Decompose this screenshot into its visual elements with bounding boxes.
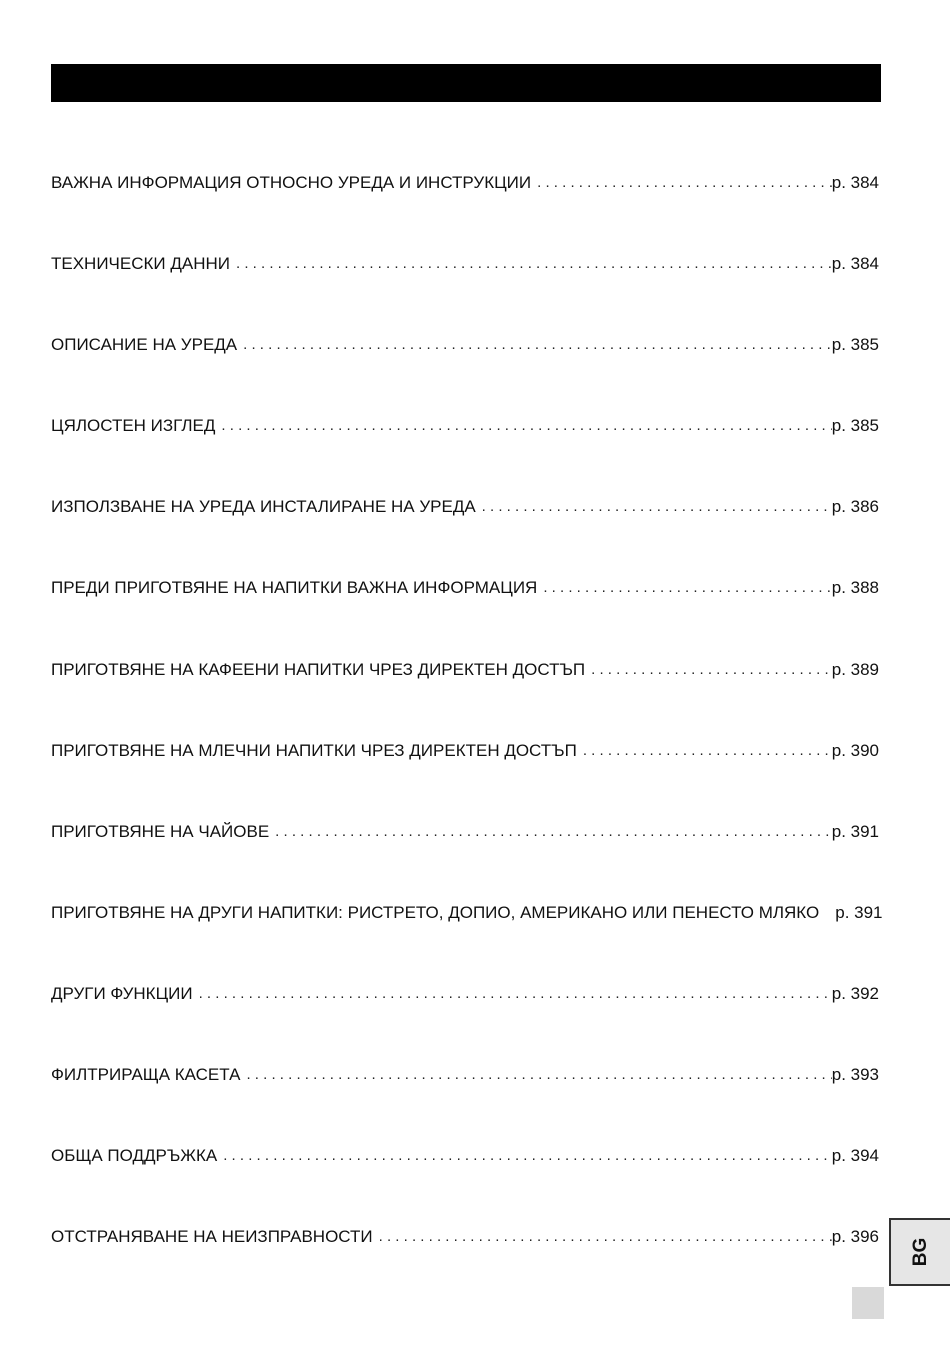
toc-entry-title: ПРИГОТВЯНЕ НА ЧАЙОВЕ (51, 821, 270, 841)
toc-entry-page: p. 385 (831, 335, 879, 355)
toc-entry[interactable] (51, 245, 879, 326)
toc-entry[interactable] (51, 164, 879, 245)
toc-entry[interactable] (51, 732, 879, 813)
toc-entry[interactable] (51, 813, 879, 894)
toc-leader-dots (221, 407, 831, 445)
toc-entry-page: p. 390 (831, 740, 879, 760)
toc-entry-page: p. 394 (831, 1146, 879, 1166)
toc-leader-dots (583, 732, 832, 770)
toc-entry-title: ПРИГОТВЯНЕ НА КАФЕЕНИ НАПИТКИ ЧРЕЗ ДИРЕКТЕН ДОСТЪП (51, 659, 586, 679)
toc-entry-page: p. 386 (831, 497, 879, 517)
toc-entry-title: ОТСТРАНЯВАНЕ НА НЕИЗПРАВНОСТИ (51, 1227, 373, 1247)
toc-entry-page: p. 396 (831, 1227, 879, 1247)
toc-entry-page: p. 385 (831, 416, 879, 436)
toc-entry-title: ТЕХНИЧЕСКИ ДАННИ (51, 254, 230, 274)
toc-leader-dots (236, 245, 832, 283)
toc-entry-page: p. 384 (831, 173, 879, 192)
toc-leader-dots (543, 569, 831, 607)
toc-entry[interactable] (51, 1218, 879, 1299)
toc-entry[interactable] (51, 407, 879, 488)
toc-entry[interactable] (51, 326, 879, 407)
toc-entry-page: p. 391 (831, 821, 879, 841)
toc-entry-page: p. 392 (831, 983, 879, 1003)
toc-entry[interactable] (51, 975, 879, 1056)
toc-entry[interactable] (51, 1056, 879, 1137)
toc-leader-dots (379, 1218, 832, 1256)
toc-leader-dots (591, 651, 832, 689)
toc-entry-title: ФИЛТРИРАЩА КАСЕТА (51, 1065, 241, 1085)
language-tab (889, 1218, 950, 1286)
toc-leader-dots (243, 326, 832, 364)
toc-entry-title: ПРИГОТВЯНЕ НА ДРУГИ НАПИТКИ: РИСТРЕТО, ДОПИО, АМЕРИКАНО ИЛИ ПЕНЕСТО МЛЯКО (51, 902, 820, 922)
toc-entry[interactable] (51, 894, 883, 975)
toc-leader-dots (537, 164, 832, 202)
table-of-contents (51, 164, 883, 1299)
page-number-box (852, 1287, 884, 1319)
toc-entry[interactable] (51, 488, 879, 569)
toc-entry[interactable] (51, 1137, 879, 1218)
toc-entry-title: ОБЩА ПОДДРЪЖКА (51, 1146, 218, 1166)
toc-entry[interactable] (51, 651, 879, 732)
header-bar (51, 64, 881, 102)
toc-entry-page: p. 389 (831, 659, 879, 679)
toc-leader-dots (275, 813, 832, 851)
toc-entry[interactable] (51, 569, 879, 650)
toc-leader-dots (199, 975, 832, 1013)
toc-entry-title: ЦЯЛОСТЕН ИЗГЛЕД (51, 416, 216, 436)
toc-entry-page: p. 384 (831, 254, 879, 274)
toc-entry-title: ПРИГОТВЯНЕ НА МЛЕЧНИ НАПИТКИ ЧРЕЗ ДИРЕКТЕН ДОСТЪП (51, 740, 577, 760)
toc-entry-page: p. 393 (831, 1065, 879, 1085)
toc-entry-title: ИЗПОЛЗВАНЕ НА УРЕДА ИНСТАЛИРАНЕ НА УРЕДА (51, 497, 476, 517)
language-tab-label: BG (909, 1237, 931, 1267)
toc-leader-dots (246, 1056, 831, 1094)
toc-entry-title: ДРУГИ ФУНКЦИИ (51, 983, 193, 1003)
toc-entry-page: p. 388 (831, 578, 879, 598)
toc-entry-title: ОПИСАНИЕ НА УРЕДА (51, 335, 238, 355)
toc-entry-title: ПРЕДИ ПРИГОТВЯНЕ НА НАПИТКИ ВАЖНА ИНФОРМАЦИЯ (51, 578, 538, 598)
toc-leader-dots (482, 488, 832, 526)
toc-entry-title: ВАЖНА ИНФОРМАЦИЯ ОТНОСНО УРЕДА И ИНСТРУКЦИИ (51, 173, 532, 192)
toc-leader-dots (223, 1137, 832, 1175)
toc-entry-page: p. 391 (835, 902, 883, 922)
